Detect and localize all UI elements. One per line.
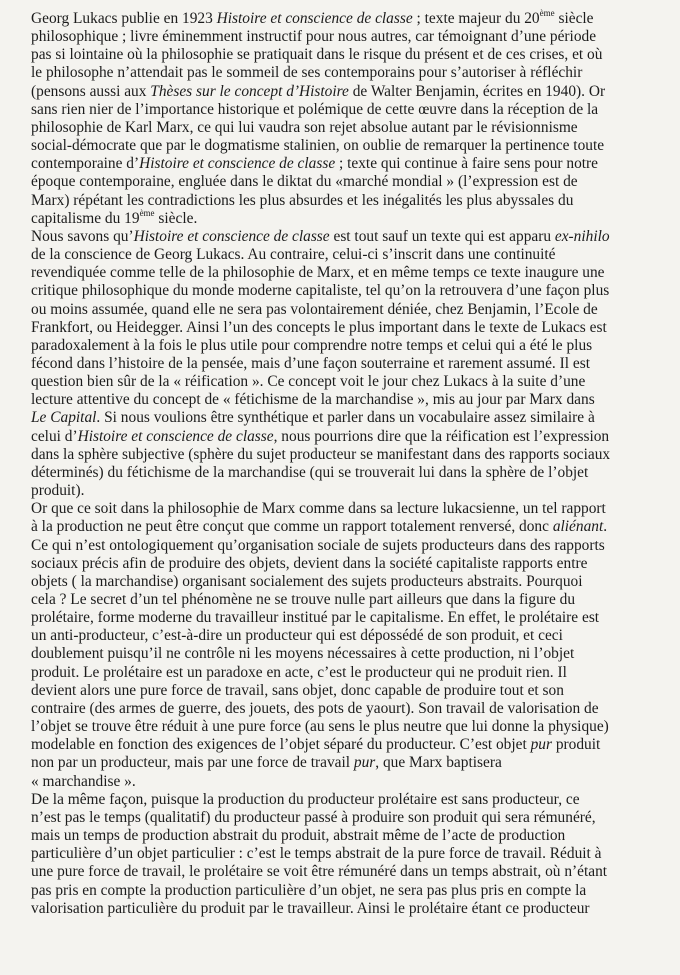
- text-line: [31, 119, 650, 137]
- text-run: .: [603, 518, 608, 536]
- text-line: [31, 246, 650, 264]
- text-run: Frankfort, ou Heidegger. Ainsi l’un des concepts le plus important dans le texte de Lukacs est: [31, 318, 607, 336]
- italic-title: Histoire et conscience de classe: [77, 427, 274, 445]
- text-run: produit: [552, 736, 601, 754]
- text-run: époque contemporaine, engluée dans le diktat du «marché mondial » (l’expression est de: [31, 173, 578, 191]
- text-run: , que Marx baptisera: [375, 754, 502, 772]
- italic-title: aliénant: [552, 518, 604, 536]
- text-line: [31, 664, 650, 682]
- text-run: particulière d’un objet particulier : c’est le temps abstrait de la pure force de travail. Réduit à: [31, 845, 602, 863]
- paragraph: [31, 500, 650, 791]
- text-run: pas pris en compte la production particulière d’un objet, ne sera pas plus pris en compte la: [31, 881, 587, 899]
- text-line: [31, 537, 650, 555]
- text-run: de la conscience de Georg Lukacs. Au contraire, celui-ci s’inscrit dans une continuité: [31, 246, 556, 264]
- text-line: [31, 464, 650, 482]
- text-run: valorisation particulière du produit par le travailleur. Ainsi le prolétaire étant ce producteur: [31, 899, 590, 917]
- text-line: [31, 900, 650, 918]
- paragraph: [31, 791, 650, 918]
- text-run: (pensons aussi aux: [31, 82, 151, 100]
- text-line: [31, 609, 650, 627]
- text-run: le philosophe n’attendait pas le sommeil de ses contemporains pour s’autoriser à réfléchir: [31, 64, 583, 82]
- text-line: [31, 682, 650, 700]
- text-line: [31, 754, 650, 772]
- text-run: paradoxalement à la fois le plus utile pour comprendre notre temps et celui qui a été le plus: [31, 336, 593, 354]
- text-run: produit. Le prolétaire est un paradoxe en acte, c’est le producteur qui ne produit rien. Il: [31, 663, 567, 681]
- text-line: [31, 845, 650, 863]
- text-run: sans rien nier de l’importance historique et polémique de cette œuvre dans la réception de la: [31, 100, 599, 118]
- text-line: [31, 83, 650, 101]
- italic-title: pur: [353, 754, 376, 772]
- text-run: cela ? Le secret d’un tel phénomène ne se trouve nulle part ailleurs que dans la figure du: [31, 591, 576, 608]
- text-run: une pure force de travail, le prolétaire se voit être rémunéré dans un temps abstrait, où n’étant: [31, 863, 608, 881]
- text-run: De la même façon, puisque la production du producteur prolétaire est sans producteur, ce: [31, 790, 580, 808]
- italic-title: Histoire et conscience de classe: [139, 155, 336, 173]
- text-line: [31, 264, 650, 282]
- text-run: objets ( la marchandise) organisant socialement des sujets producteurs abstraits. Pourquoi: [31, 572, 583, 590]
- text-run: siècle: [554, 10, 594, 27]
- text-run: siècle.: [154, 209, 198, 227]
- text-run: un anti-producteur, c’est-à-dire un producteur qui est dépossédé de son produit, et ceci: [31, 627, 563, 645]
- text-run: n’est pas le temps (qualitatif) du producteur passé à produire son produit qui sera rémunéré,: [31, 808, 596, 826]
- text-line: [31, 28, 650, 46]
- text-run: capitalisme du 19: [31, 209, 140, 227]
- text-run: modelable en fonction des exigences de l’objet séparé du producteur. C’est objet: [31, 736, 531, 754]
- text-run: fécond dans l’histoire de la pensée, mais d’une façon souterraine et rarement assumé. Il est: [31, 354, 590, 372]
- text-line: [31, 391, 650, 409]
- text-line: [31, 192, 650, 210]
- paragraph: [31, 10, 650, 228]
- text-run: philosophique ; livre éminemment instructif pour nous autres, car témoignant d’une période: [31, 28, 597, 46]
- text-line: [31, 736, 650, 754]
- text-run: de Walter Benjamin, écrites en 1940). Or: [348, 82, 606, 100]
- text-run: dans la sphère subjective (sphère du sujet producteur se manifestant dans des rapports sociaux: [31, 445, 611, 463]
- text-run: l’objet se trouve être réduit à une pure force (au sens le plus neutre que lui donne la physique): [31, 718, 609, 736]
- text-run: question bien sûr de la « réification ». Ce concept voit le jour chez Lukacs à la suite d’une: [31, 373, 586, 391]
- text-line: [31, 373, 650, 391]
- text-line: [31, 555, 650, 573]
- text-line: [31, 863, 650, 881]
- text-line: [31, 882, 650, 900]
- text-line: [31, 700, 650, 718]
- text-run: critique philosophique du monde moderne capitaliste, tel qu’on la retrouvera d’une façon plus: [31, 282, 610, 300]
- italic-title: ex-nihilo: [554, 227, 610, 245]
- italic-title: Le Capital: [31, 409, 97, 427]
- text-run: philosophie de Karl Marx, ce qui lui vaudra son rejet absolue autant par le révisionnisme: [31, 118, 578, 136]
- text-line: [31, 809, 650, 827]
- text-line: [31, 282, 650, 300]
- text-run: social-démocrate que par le dogmatisme stalinien, on oublie de remarquer la pertinence toute: [31, 137, 605, 155]
- text-run: pas si lointaine où la philosophie se pratiquait dans le risque du présent et de ces crises, et où: [31, 46, 603, 64]
- text-line: [31, 827, 650, 845]
- text-line: [31, 101, 650, 119]
- text-run: mais un temps de production abstrait du produit, abstrait même de l’acte de production: [31, 827, 566, 845]
- text-run: contemporaine d’: [31, 155, 140, 173]
- text-run: celui d’: [31, 427, 78, 445]
- italic-title: Histoire et conscience de classe: [216, 10, 413, 27]
- text-run: , nous pourrions dire que la réification est l’expression: [273, 427, 610, 445]
- text-line: [31, 337, 650, 355]
- text-run: sociaux précis afin de produire des objets, devient dans la société capitaliste rapports entre: [31, 554, 588, 572]
- text-run: ; texte qui continue à faire sens pour notre: [335, 155, 598, 173]
- text-run: Georg Lukacs publie en 1923: [31, 10, 217, 27]
- text-run: Nous savons qu’: [31, 227, 134, 245]
- text-line: [31, 428, 650, 446]
- text-line: [31, 137, 650, 155]
- text-line: [31, 627, 650, 645]
- text-run: . Si nous voulions être synthétique et parler dans un vocabulaire assez similaire à: [96, 409, 595, 427]
- text-line: [31, 319, 650, 337]
- italic-title: Histoire et conscience de classe: [133, 227, 330, 245]
- text-run: ou moins assumée, quand elle ne sera pas volontairement déniée, chez Benjamin, l’Ecole de: [31, 300, 598, 318]
- text-line: [31, 518, 650, 536]
- text-line: [31, 228, 650, 246]
- text-line: [31, 446, 650, 464]
- paragraph: [31, 228, 650, 500]
- text-line: [31, 207, 650, 228]
- superscript: ème: [139, 207, 155, 218]
- text-line: [31, 573, 650, 591]
- superscript: ème: [539, 8, 555, 18]
- text-line: [31, 409, 650, 427]
- text-run: prolétaire, forme moderne du travailleur institué par le capitalisme. En effet, le prolétaire est: [31, 609, 600, 627]
- text-run: à la production ne peut être conçut que comme un rapport totalement renversé, donc: [31, 518, 553, 536]
- text-line: [31, 645, 650, 663]
- text-line: [31, 773, 650, 791]
- text-run: revendiquée comme telle de la philosophie de Marx, et en même temps ce texte inaugure une: [31, 264, 605, 282]
- text-line: [31, 301, 650, 319]
- text-line: [31, 718, 650, 736]
- text-line: [31, 482, 650, 500]
- text-line: [31, 355, 650, 373]
- text-run: produit).: [31, 482, 85, 500]
- text-line: [31, 46, 650, 64]
- text-run: Marx) répétant les contradictions les plus absurdes et les inégalités les plus abyssales du: [31, 191, 574, 209]
- text-line: [31, 10, 650, 28]
- text-run: est tout sauf un texte qui est apparu: [329, 227, 555, 245]
- text-run: Ce qui n’est ontologiquement qu’organisation sociale de sujets producteurs dans des rapports: [31, 536, 605, 554]
- document-body: [31, 10, 650, 918]
- italic-title: pur: [530, 736, 552, 754]
- text-run: contraire (des armes de guerre, des jouets, des pots de yaourt). Son travail de valorisation de: [31, 699, 599, 717]
- text-run: ; texte majeur du 20: [412, 10, 540, 27]
- text-run: non par un producteur, mais par une force de travail: [31, 754, 354, 772]
- text-line: [31, 173, 650, 191]
- text-line: [31, 791, 650, 809]
- text-line: [31, 64, 650, 82]
- text-run: doublement puisqu’il ne contrôle ni les moyens nécessaires à cette production, ni l’objet: [31, 645, 575, 663]
- text-run: Or que ce soit dans la philosophie de Marx comme dans sa lecture lukacsienne, un tel rapport: [31, 500, 606, 518]
- italic-title: Thèses sur le concept d’Histoire: [150, 82, 349, 100]
- text-line: [31, 155, 650, 173]
- text-run: devient alors une pure force de travail, sans objet, donc capable de produire tout et son: [31, 681, 564, 699]
- text-run: « marchandise ».: [31, 772, 136, 790]
- text-run: déterminés) du fétichisme de la marchandise (qui se trouverait lui dans la sphère de l’objet: [31, 463, 589, 481]
- text-line: [31, 591, 650, 609]
- text-run: lecture attentive du concept de « fétichisme de la marchandise », mis au jour par Marx dans: [31, 391, 595, 409]
- text-line: [31, 500, 650, 518]
